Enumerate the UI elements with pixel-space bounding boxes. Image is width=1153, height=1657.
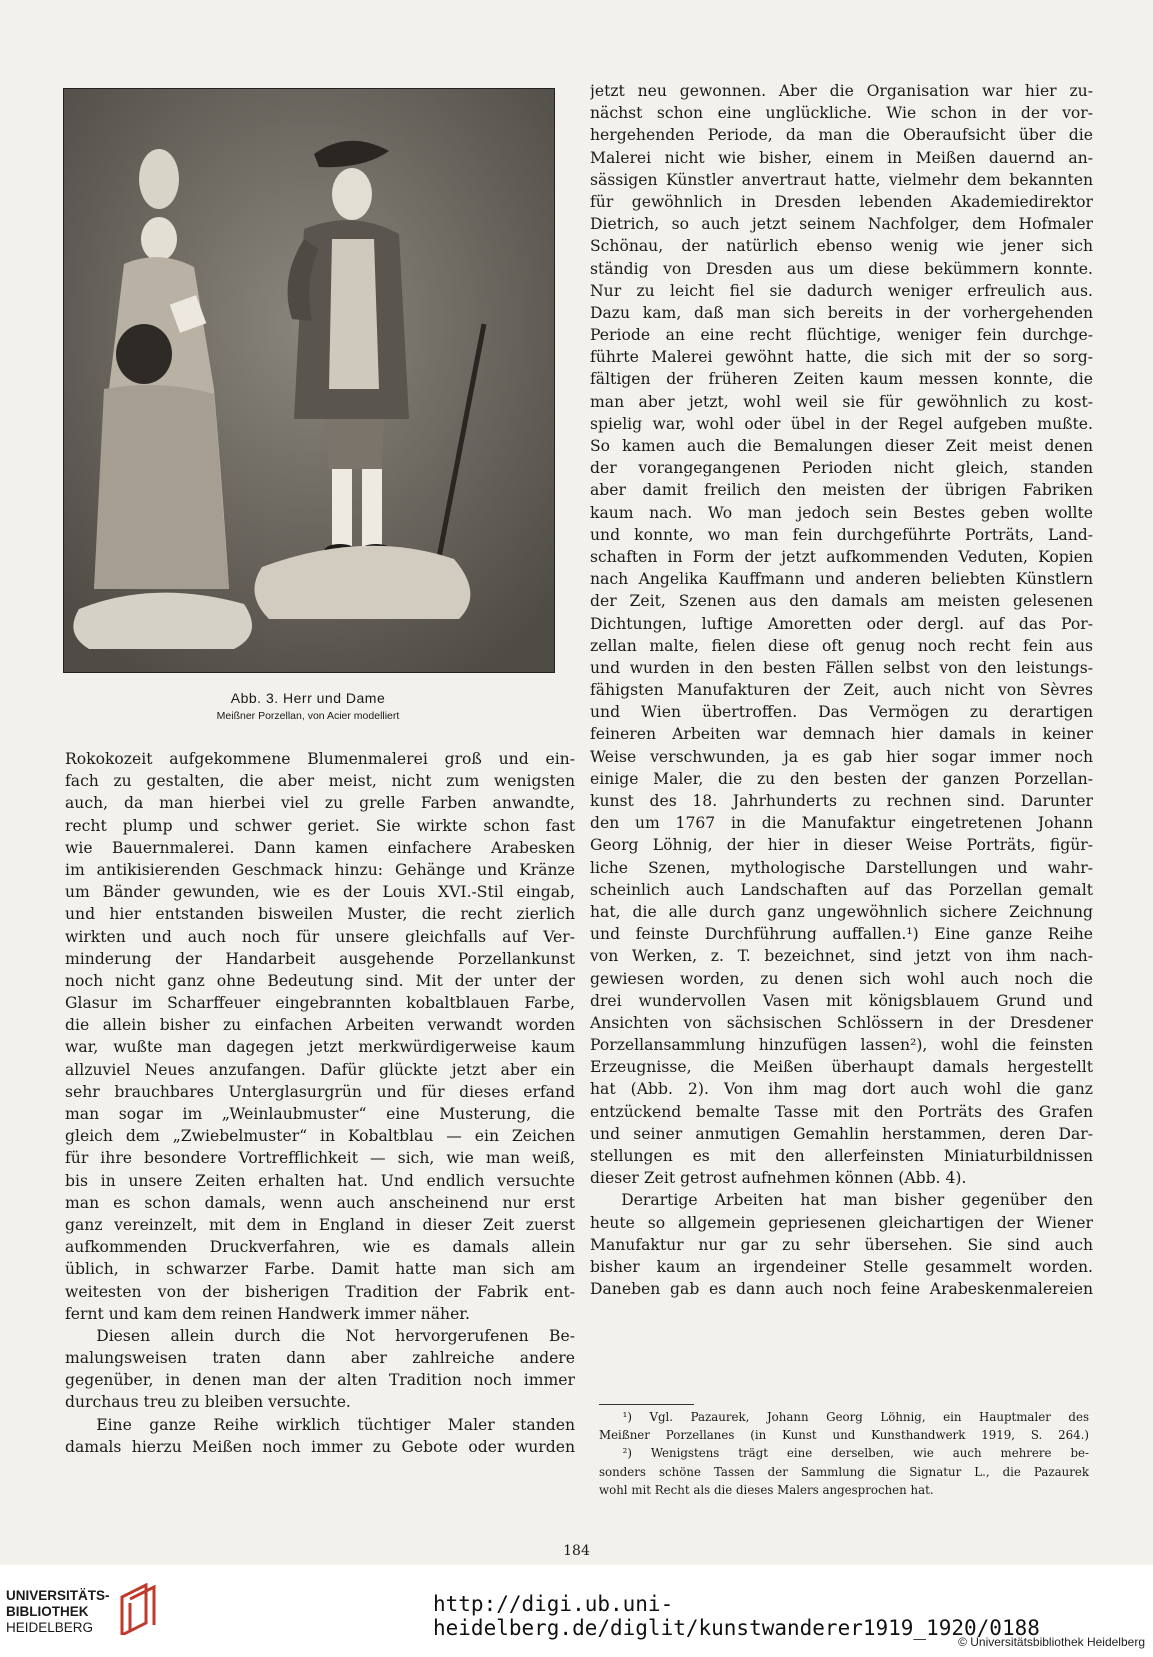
text-line: aufkommenden Druckverfahren, wie es damals allein [65, 1238, 575, 1257]
library-logo-icon[interactable] [118, 1583, 158, 1635]
text-line: den um 1767 in die Manufaktur eingetretenen Johann [590, 814, 1093, 833]
text-line: man es schon damals, wenn auch anscheinend nur erst [65, 1193, 575, 1212]
text-line: gegenüber, in denen man der alten Tradition noch immer [65, 1371, 575, 1390]
text-line: Periode an eine recht flüchtige, weniger fein durchge- [590, 326, 1093, 345]
text-line: kunst des 18. Jahrhunderts zu rechnen sind. Darunter [590, 792, 1093, 810]
text-line: stellungen es mit den allerfeinsten Miniaturbildnissen [590, 1147, 1093, 1165]
text-line: die allein bisher zu einfachen Arbeiten verwandt worden [65, 1016, 575, 1035]
text-line: Malerei nicht wie bisher, einem in Meißen dauernd an- [590, 148, 1093, 167]
text-line: war, wußte man dagegen jetzt merkwürdigerweise kaum [65, 1038, 575, 1057]
text-line: und konnte, wo man fein durchgeführte Porträts, Land- [590, 525, 1093, 544]
text-line: minderung der Handarbeit ausgehende Porzellankunst [65, 949, 575, 968]
text-line: damals hierzu Meißen noch immer zu Gebote oder wurden [65, 1437, 575, 1456]
text-line: und wurden in den besten Fällen selbst von den leistungs- [590, 658, 1093, 677]
text-line: üblich, in schwarzer Farbe. Damit hatte man sich am [65, 1260, 575, 1279]
text-line: malungsweisen traten dann aber zahlreiche andere [65, 1349, 575, 1368]
text-line: Schönau, der natürlich ebenso wenig wie jener sich [590, 237, 1093, 256]
text-line: aber damit freilich den meisten der übrigen Fabriken [590, 481, 1093, 500]
text-line: Weise verschwunden, ja es gab hier sogar immer noch [590, 747, 1093, 766]
text-line: zellan malte, fielen diese oft genug noch recht fein aus [590, 636, 1093, 655]
text-line: dieser Zeit getrost aufnehmen können (Abb. 4). [590, 1169, 967, 1188]
text-line: fernt und kam dem reinen Handwerk immer näher. [65, 1304, 470, 1323]
footnotes [599, 1408, 1089, 1499]
text-line: Dazu kam, daß man sich bereits in der vorhergehenden [590, 303, 1093, 322]
text-line: um Bänder gewunden, wie es der Louis XVI.-Stil eingab, [65, 883, 575, 902]
logo-line: HEIDELBERG [6, 1620, 94, 1635]
text-line: im antikisierenden Geschmack hinzu: Gehänge und Kränze [65, 860, 575, 879]
text-line: bisher kaum an irgendeiner Stelle gesammelt worden. [590, 1257, 1093, 1276]
text-line: Dichtungen, luftige Amoretten oder dergl. auf das Por- [590, 614, 1093, 633]
library-logo-text[interactable] [6, 1588, 110, 1636]
figure-caption: Abb. 3. Herr und Dame [230, 690, 386, 706]
text-line: ständig von Dresden aus um diese bekümmern konnte. [590, 259, 1093, 278]
footnote-line: ¹) Vgl. Pazaurek, Johann Georg Löhnig, ein Hauptmaler des [622, 1410, 1089, 1424]
text-line: hat (Abb. 2). Von ihm mag dort auch wohl die ganz [590, 1080, 1093, 1099]
text-line: scheinlich auch Landschaften auf das Porzellan gemalt [590, 880, 1093, 899]
text-line: kaum nach. Wo man jedoch sein Bestes geben wollte [590, 503, 1093, 522]
text-line: Diesen allein durch die Not hervorgerufenen Be- [96, 1326, 575, 1345]
logo-line: UNIVERSITÄTS- [6, 1588, 110, 1603]
text-line: spielig war, wohl oder übel in der Regel aufgeben mußte. [590, 414, 1093, 433]
text-line: drei wundervollen Vasen mit königsblauem Grund und [590, 991, 1093, 1010]
text-line: führte Malerei gewöhnt hatte, die sich mit der so sorg- [590, 348, 1093, 367]
permalink-url[interactable]: http://digi.ub.uni-heidelberg.de/diglit/kunstwanderer1919_1920/0188 [433, 1592, 1040, 1640]
text-line: Porzellansammlung hinzufügen lassen²), wohl die feinsten [590, 1036, 1093, 1055]
text-line: Daneben gab es dann auch noch feine Arabeskenmalereien [590, 1280, 1093, 1299]
text-line: Derartige Arbeiten hat man bisher gegenüber den [621, 1191, 1093, 1210]
text-line: wie Bauernmalerei. Dann kamen einfachere Arabesken [65, 838, 575, 857]
text-line: hergehenden Periode, da man die Oberaufsicht über die [590, 126, 1093, 145]
porcelain-figures-image [64, 89, 554, 672]
text-line: Eine ganze Reihe wirklich tüchtiger Maler standen [96, 1415, 575, 1434]
text-line: Rokokozeit aufgekommene Blumenmalerei groß und ein- [65, 750, 575, 768]
text-line: Erzeugnisse, die Meißen überhaupt damals hergestellt [590, 1058, 1093, 1077]
text-line: von Werken, z. T. bezeichnet, sind jetzt von ihm nach- [590, 947, 1093, 966]
text-line: sässigen Künstler anvertraut hatte, vielmehr dem bekannten [590, 170, 1093, 189]
text-line: Ansichten von sächsischen Schlössern in der Dresdener [590, 1013, 1093, 1032]
text-line: Manufaktur nur gar zu sehr übersehen. Sie sind auch [590, 1235, 1093, 1254]
text-line: der Zeit, Szenen aus den damals am meisten gelesenen [590, 592, 1093, 611]
page-number: 184 [563, 1543, 590, 1559]
right-text-column [590, 80, 1093, 1300]
footnote-line: ²) Wenigstens trägt eine derselben, wie auch mehrere be- [622, 1446, 1089, 1461]
text-line: Georg Löhnig, der hier in dieser Weise Porträts, figür- [590, 836, 1093, 855]
text-line: wirkten und auch noch für unsere gleichfalls auf Ver- [65, 927, 575, 946]
footnote-line: sonders schöne Tassen der Sammlung die Signatur L., die Pazaurek [599, 1464, 1089, 1479]
text-line: sehr brauchbares Unterglasurgrün und für dieses erfand [65, 1082, 575, 1101]
text-line: fach zu gestalten, die aber meist, nicht zum wenigsten [65, 772, 575, 791]
text-line: und seiner anmutigen Gemahlin herstammen, deren Dar- [590, 1124, 1093, 1143]
text-line: Nur zu leicht fiel sie dadurch weniger erfreulich aus. [590, 281, 1093, 300]
text-line: schaften in Form der jetzt aufkommenden Veduten, Kopien [590, 547, 1093, 566]
text-line: jetzt neu gewonnen. Aber die Organisation war hier zu- [590, 82, 1093, 100]
text-line: hat, die alle durch ganz ungewöhnlich sichere Zeichnung [590, 902, 1093, 921]
text-line: und hier entstanden bisweilen Muster, die recht zierlich [65, 905, 575, 924]
copyright-notice: © Universitätsbibliothek Heidelberg [958, 1635, 1145, 1649]
text-line: Dietrich, so auch jetzt seinem Nachfolger, dem Hofmaler [590, 215, 1093, 234]
text-line: feineren Arbeiten war demnach hier damals in keiner [590, 725, 1093, 744]
text-line: gleich dem „Zwiebelmuster“ in Kobaltblau — ein Zeichen [65, 1127, 575, 1146]
text-line: fähigsten Manufakturen der Zeit, auch nicht von Sèvres [590, 681, 1093, 700]
text-line: einige Maler, die zu den besten der ganzen Porzellan- [590, 769, 1093, 788]
text-line: bis in unsere Zeiten erhalten hat. Und endlich versuchte [65, 1171, 575, 1190]
text-line: nach Angelika Kauffmann und anderen beliebten Künstlern [590, 570, 1093, 589]
logo-line: BIBLIOTHEK [6, 1604, 89, 1619]
footnote-line: Meißner Porzellanes (in Kunst und Kunsthandwerk 1919, S. 264.) [599, 1428, 1089, 1443]
text-line: nächst schon eine unglückliche. Wie schon in der vor- [590, 104, 1093, 123]
text-line: der vorangegangenen Perioden nicht gleich, standen [590, 459, 1093, 478]
text-line: für gewöhnlich in Dresden lebenden Akademiedirektor [590, 192, 1093, 211]
text-line: noch nicht ganz ohne Bedeutung sind. Mit der unter der [65, 971, 575, 990]
text-line: fältigen der früheren Zeiten kaum messen konnte, die [590, 370, 1093, 389]
figure-subcaption: Meißner Porzellan, von Acier modelliert [216, 710, 400, 722]
text-line: man sogar im „Weinlaubmuster“ eine Musterung, die [65, 1105, 575, 1123]
text-line: So kamen auch die Bemalungen dieser Zeit meist denen [590, 437, 1093, 455]
text-line: weitesten von der bisherigen Tradition der Fabrik ent- [65, 1282, 575, 1301]
text-line: allzuviel Neues anzufangen. Dafür glückte jetzt aber ein [65, 1060, 575, 1079]
text-line: durchaus treu zu bleiben versuchte. [65, 1393, 351, 1412]
text-line: auch, da man hierbei viel zu grelle Farben anwandte, [65, 794, 575, 813]
text-line: gewiesen worden, zu denen sich wohl auch noch die [590, 969, 1093, 988]
text-line: heute so allgemein gepriesenen gleichartigen der Wiener [590, 1213, 1093, 1232]
text-line: ganz vereinzelt, mit dem in England in dieser Zeit zuerst [65, 1215, 575, 1234]
text-line: liche Szenen, mythologische Darstellungen und wahr- [590, 858, 1093, 877]
text-line: für ihre besondere Vortrefflichkeit — sich, wie man weiß, [65, 1149, 575, 1168]
text-line: Glasur im Scharffeuer eingebrannten kobaltblauen Farbe, [65, 994, 575, 1013]
text-line: man aber jetzt, wohl weil sie für gewöhnlich zu kost- [590, 392, 1093, 411]
text-line: und feinste Durchführung auffallen.¹) Eine ganze Reihe [590, 925, 1093, 944]
text-line: recht plump und schwer geriet. Sie wirkte schon fast [65, 816, 575, 835]
text-line: entzückend bemalte Tasse mit den Porträts des Grafen [590, 1102, 1093, 1121]
footnote-divider [599, 1404, 694, 1405]
footnote-line: wohl mit Recht als die dieses Malers angesprochen hat. [599, 1482, 934, 1497]
figure-photo [63, 88, 555, 673]
left-text-column [65, 748, 575, 1458]
text-line: und Wien übertroffen. Das Vermögen zu derartigen [590, 703, 1093, 722]
